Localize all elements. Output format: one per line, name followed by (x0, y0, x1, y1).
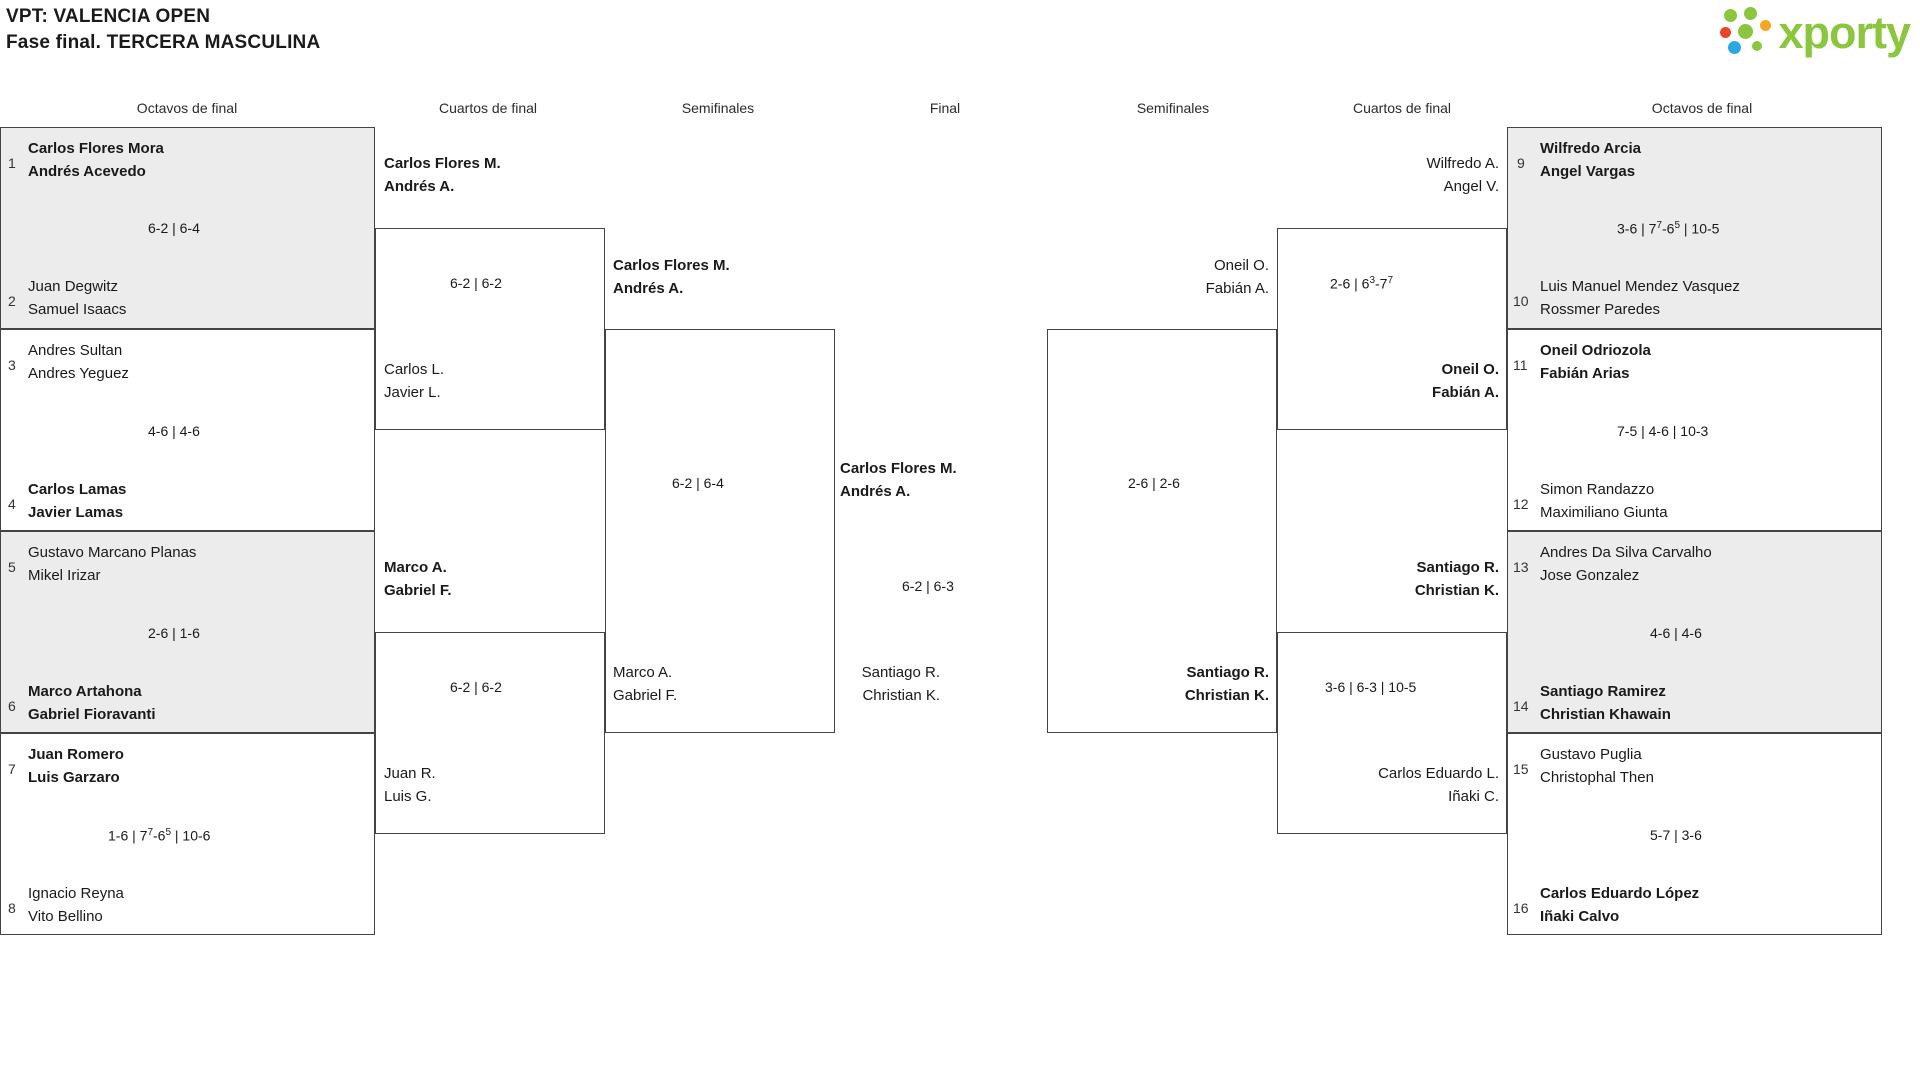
team-name-bottom: Carlos Eduardo López Iñaki Calvo (1540, 885, 1700, 925)
seed-number: 7 (8, 761, 16, 777)
team-name-final-top: Carlos Flores M. Andrés A. (840, 460, 957, 500)
match-score: 6-2 | 6-4 (672, 475, 724, 491)
match-score: 6-2 | 6-2 (450, 679, 502, 695)
seed-number: 2 (8, 293, 16, 309)
match-score: 3-6 | $7^7-6^5$ | 10-5 (1617, 220, 1720, 237)
team-name-bottom: Marco A. Gabriel F. (613, 664, 678, 704)
match-score: 4-6 | 4-6 (1650, 625, 1702, 641)
round-header-semifinales-right: Semifinales (1136, 100, 1210, 116)
team-name-final-bottom: Santiago R. Christian K. (861, 664, 940, 704)
team-name-top: Juan Romero Luis Garzaro (28, 746, 124, 786)
seed-number: 3 (8, 357, 16, 373)
tournament-name: VPT: VALENCIA OPEN (6, 6, 211, 27)
match-score: 2-6 | $6^3-7^7$ (1330, 275, 1394, 292)
team-name-bottom: Oneil O. Fabián A. (1432, 361, 1499, 401)
round-header-octavos-right: Octavos de final (1651, 100, 1753, 116)
match-score: 1-6 | $7^7-6^5$ | 10-6 (108, 827, 211, 844)
match-score: 5-7 | 3-6 (1650, 827, 1702, 843)
logo-dots-icon (1718, 7, 1772, 57)
seed-number: 5 (8, 559, 16, 575)
team-name-top: Andres Da Silva Carvalho Jose Gonzalez (1540, 544, 1712, 584)
team-name-top: Wilfredo Arcia Angel Vargas (1540, 140, 1641, 180)
seed-number: 13 (1513, 559, 1529, 575)
match-score: 6-2 | 6-2 (450, 275, 502, 291)
seed-number: 15 (1513, 761, 1529, 777)
match-score: 7-5 | 4-6 | 10-3 (1617, 423, 1709, 439)
team-name-bottom: Carlos Lamas Javier Lamas (28, 481, 127, 521)
tournament-phase: Fase final. TERCERA MASCULINA (6, 32, 321, 53)
round-header-final: Final (929, 100, 961, 116)
logo-wordmark: xporty (1778, 6, 1910, 58)
team-name-top: Oneil Odriozola Fabián Arias (1540, 342, 1651, 382)
team-name-top: Wilfredo A. Angel V. (1426, 155, 1499, 195)
match-score: 2-6 | 1-6 (148, 625, 200, 641)
team-name-bottom: Santiago Ramirez Christian Khawain (1540, 683, 1671, 723)
team-name-top: Gustavo Marcano Planas Mikel Irizar (28, 544, 197, 584)
team-name-bottom: Carlos L. Javier L. (384, 361, 445, 401)
seed-number: 10 (1513, 293, 1529, 309)
match-score: 3-6 | 6-3 | 10-5 (1325, 679, 1417, 695)
round-header-cuartos-right: Cuartos de final (1352, 100, 1452, 116)
team-name-bottom: Juan R. Luis G. (384, 765, 436, 805)
team-name-bottom: Carlos Eduardo L. Iñaki C. (1378, 765, 1499, 805)
team-name-bottom: Santiago R. Christian K. (1184, 664, 1269, 704)
team-name-top: Gustavo Puglia Christophal Then (1540, 746, 1654, 786)
team-name-bottom: Juan Degwitz Samuel Isaacs (28, 278, 127, 318)
xporty-logo (1718, 4, 1910, 60)
round-header-octavos-left: Octavos de final (136, 100, 238, 116)
match-score: 2-6 | 2-6 (1128, 475, 1180, 491)
seed-number: 14 (1513, 698, 1529, 714)
seed-number: 1 (8, 155, 16, 171)
seed-number: 11 (1513, 357, 1528, 373)
match-score: 4-6 | 4-6 (148, 423, 200, 439)
seed-number: 6 (8, 698, 16, 714)
round-header-semifinales-left: Semifinales (681, 100, 755, 116)
team-name-bottom: Luis Manuel Mendez Vasquez Rossmer Paredes (1540, 278, 1740, 318)
final-score: 6-2 | 6-3 (902, 578, 954, 594)
seed-number: 12 (1513, 496, 1529, 512)
match-score: 6-2 | 6-4 (148, 220, 200, 236)
team-name-top: Santiago R. Christian K. (1414, 559, 1499, 599)
team-name-bottom: Simon Randazzo Maximiliano Giunta (1540, 481, 1668, 521)
team-name-bottom: Marco Artahona Gabriel Fioravanti (28, 683, 156, 723)
seed-number: 16 (1513, 900, 1529, 916)
team-name-top: Carlos Flores M. Andrés A. (384, 155, 501, 195)
team-name-top: Marco A. Gabriel F. (384, 559, 452, 599)
round-header-cuartos-left: Cuartos de final (438, 100, 538, 116)
seed-number: 9 (1517, 155, 1525, 171)
seed-number: 4 (8, 496, 16, 512)
seed-number: 8 (8, 900, 16, 916)
team-name-top: Andres Sultan Andres Yeguez (28, 342, 129, 382)
page-title (6, 4, 320, 56)
team-name-top: Carlos Flores M. Andrés A. (613, 257, 730, 297)
team-name-top: Carlos Flores Mora Andrés Acevedo (28, 140, 164, 180)
team-name-top: Oneil O. Fabián A. (1205, 257, 1269, 297)
team-name-bottom: Ignacio Reyna Vito Bellino (28, 885, 124, 925)
